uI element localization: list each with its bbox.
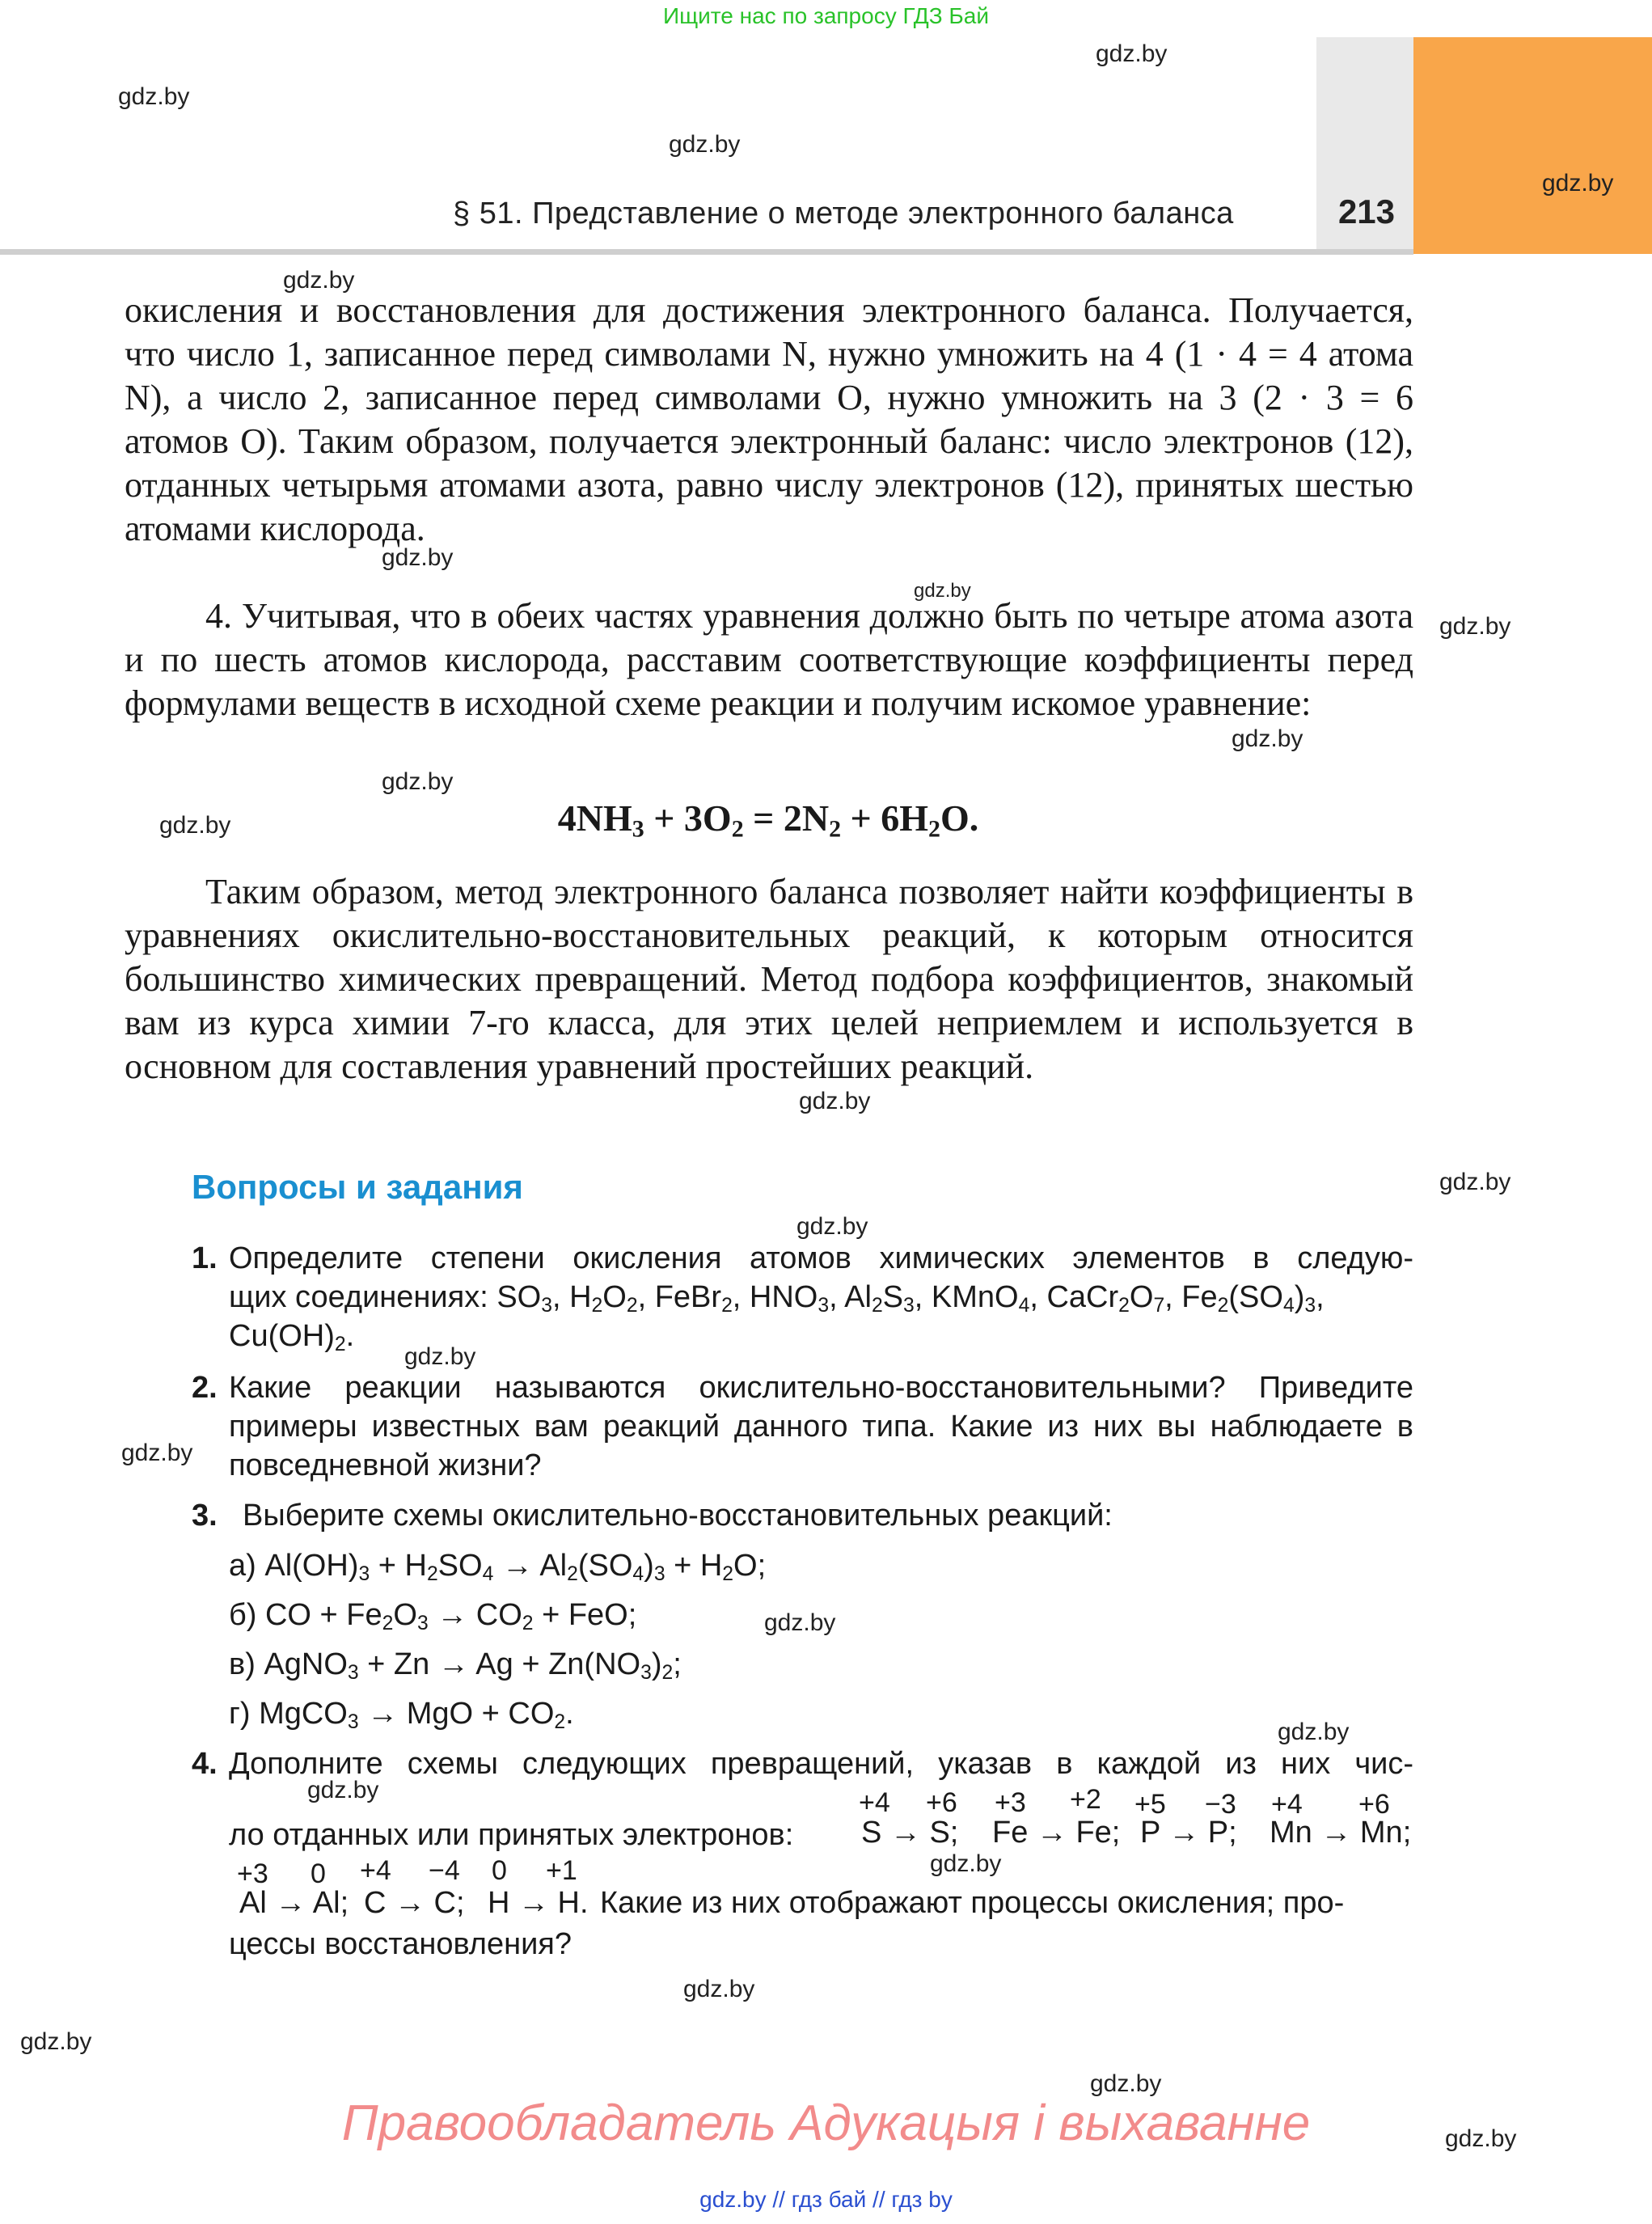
- watermark: gdz.by: [307, 1777, 379, 1803]
- question-number: 4.: [192, 1747, 218, 1781]
- oxidation-state: +6: [1358, 1789, 1390, 1820]
- watermark: gdz.by: [118, 83, 190, 110]
- watermark: gdz.by: [382, 768, 454, 795]
- question-number: 1.: [192, 1241, 218, 1275]
- oxidation-state: −4: [429, 1855, 460, 1886]
- top-search-banner[interactable]: Ищите нас по запросу ГДЗ Бай: [662, 3, 990, 28]
- oxidation-state: +4: [1271, 1789, 1303, 1820]
- watermark: gdz.by: [1439, 613, 1511, 640]
- body-paragraph-3: Таким образом, метод электронного баланса позволяет найти коэффициенты в уравнениях окислительно-восстановительных реакций, к которым относится большинство химических превращений. Метод подбора коэффициентов, знакомый вам из курса химии 7-го класса, для этих целей неприемлем и используется в основном для составления уравнений простейших реакций.: [125, 872, 1413, 1086]
- question-number: 2.: [192, 1371, 218, 1405]
- question-1-line-1: Определите степени окисления атомов химических элементов в следую-: [229, 1241, 1413, 1275]
- watermark: gdz.by: [930, 1850, 1002, 1877]
- question-1-line-3: $Cu(OH)_2$.: [229, 1319, 355, 1356]
- option-a: а) $Al(OH)_3 + H_2SO_4 \to Al_2(SO_4)_3 + H_2O$;: [229, 1549, 767, 1586]
- question-3-text: Выберите схемы окислительно-восстановительных реакций:: [243, 1499, 1113, 1533]
- watermark: gdz.by: [382, 544, 454, 571]
- option-b: б) CO + $Fe_2O_3 \to CO_2$ + FeO;: [229, 1598, 637, 1635]
- question-2-text: Какие реакции называются окислительно-восстановительными? Приведите примеры известных вам реакций данного типа. Какие из них вы наблюдаете в повседневной жизни?: [229, 1371, 1413, 1482]
- questions-heading: Вопросы и задания: [192, 1168, 523, 1206]
- oxidation-state: +2: [1070, 1784, 1101, 1815]
- question-4-line-1: Дополните схемы следующих превращений, указав в каждой из них чис-: [229, 1747, 1413, 1781]
- footer-links[interactable]: gdz.by // гдз бай // гдз by: [699, 2187, 953, 2212]
- watermark: gdz.by: [669, 131, 741, 158]
- watermark: gdz.by: [283, 267, 355, 294]
- body-paragraph-2: 4. Учитывая, что в обеих частях уравнения должно быть по четыре атома азота и по шесть атомов кислорода, расставим соответствующие коэффициенты перед формулами веществ в исходной схеме реакции и получим искомое уравнение:: [125, 596, 1413, 723]
- reaction-equation: $4NH_3 + 3O_2 = 2N_2 + 6H_2O$.: [557, 797, 979, 843]
- copyright-notice: Правообладатель Адукацыя і выхаванне: [341, 2095, 1311, 2151]
- oxidation-state: +6: [926, 1787, 957, 1818]
- scheme-phosphorus: P → P;: [1140, 1816, 1237, 1850]
- scheme-carbon: C → C;: [364, 1886, 465, 1920]
- oxidation-state: +5: [1134, 1789, 1166, 1820]
- watermark: gdz.by: [1542, 170, 1614, 197]
- oxidation-state: +3: [995, 1787, 1026, 1818]
- oxidation-state: −3: [1205, 1789, 1236, 1820]
- watermark: gdz.by: [799, 1088, 871, 1114]
- question-number: 3.: [192, 1499, 218, 1533]
- header-divider: [0, 249, 1413, 255]
- oxidation-state: 0: [311, 1858, 326, 1889]
- scheme-hydrogen: H → H.: [488, 1886, 589, 1920]
- watermark: gdz.by: [796, 1213, 868, 1240]
- watermark: gdz.by: [1232, 725, 1303, 752]
- watermark: gdz.by: [1096, 40, 1168, 67]
- question-1-formulas: щих соединениях: $SO_3$, $H_2O_2$, FeBr$_2$, $HNO_3$, $Al_2S_3$, KMnO$_4$, $CaCr_2O_7$, $Fe_2(SO_4)_3$,: [229, 1280, 1325, 1317]
- watermark: gdz.by: [914, 580, 971, 602]
- body-paragraph-1: окисления и восстановления для достижения электронного баланса. Получается, что число 1, записанное перед символами N, нужно умножить на 4 (1 · 4 = 4 атома N), а число 2, записанное перед символами O, нужно умножить на 3 (2 · 3 = 6 атомов O). Таким образом, получается электронный баланс: число электронов (12), отданных четырьмя атомами азота, равно числу электронов (12), принятых шестью атомами кислорода.: [125, 290, 1413, 548]
- watermark: gdz.by: [20, 2028, 92, 2055]
- header-accent-block: [1413, 37, 1652, 254]
- watermark: gdz.by: [121, 1440, 193, 1466]
- oxidation-state: +3: [237, 1858, 268, 1889]
- oxidation-state: 0: [492, 1855, 507, 1886]
- scheme-aluminum: Al → Al;: [239, 1886, 349, 1920]
- page-number: 213: [1337, 192, 1396, 230]
- oxidation-state: +4: [360, 1855, 391, 1886]
- watermark: gdz.by: [1278, 1719, 1350, 1745]
- watermark: gdz.by: [764, 1609, 836, 1636]
- watermark: gdz.by: [159, 812, 231, 839]
- question-4-line-3: Какие из них отображают процессы окисления; про-: [600, 1886, 1345, 1920]
- scheme-iron: Fe → Fe;: [992, 1816, 1121, 1850]
- oxidation-state: +4: [859, 1787, 890, 1818]
- option-c: в) AgNO$_3$ + $Zn \to Ag + Zn(NO_3)_2$;: [229, 1647, 682, 1685]
- watermark: gdz.by: [1090, 2070, 1162, 2097]
- watermark: gdz.by: [1445, 2125, 1517, 2152]
- watermark: gdz.by: [683, 1976, 755, 2002]
- scheme-sulfur: S → S;: [861, 1816, 959, 1850]
- section-title: § 51. Представление о методе электронного баланса: [453, 197, 1234, 230]
- question-4-line-4: цессы восстановления?: [229, 1927, 572, 1961]
- scheme-manganese: Mn → Mn;: [1270, 1816, 1412, 1850]
- oxidation-state: +1: [546, 1855, 577, 1886]
- question-4-line-2: ло отданных или принятых электронов:: [229, 1818, 794, 1852]
- watermark: gdz.by: [404, 1343, 476, 1370]
- option-d: г) MgCO$_3$ → MgO + $CO_2$.: [229, 1697, 574, 1734]
- watermark: gdz.by: [1439, 1169, 1511, 1195]
